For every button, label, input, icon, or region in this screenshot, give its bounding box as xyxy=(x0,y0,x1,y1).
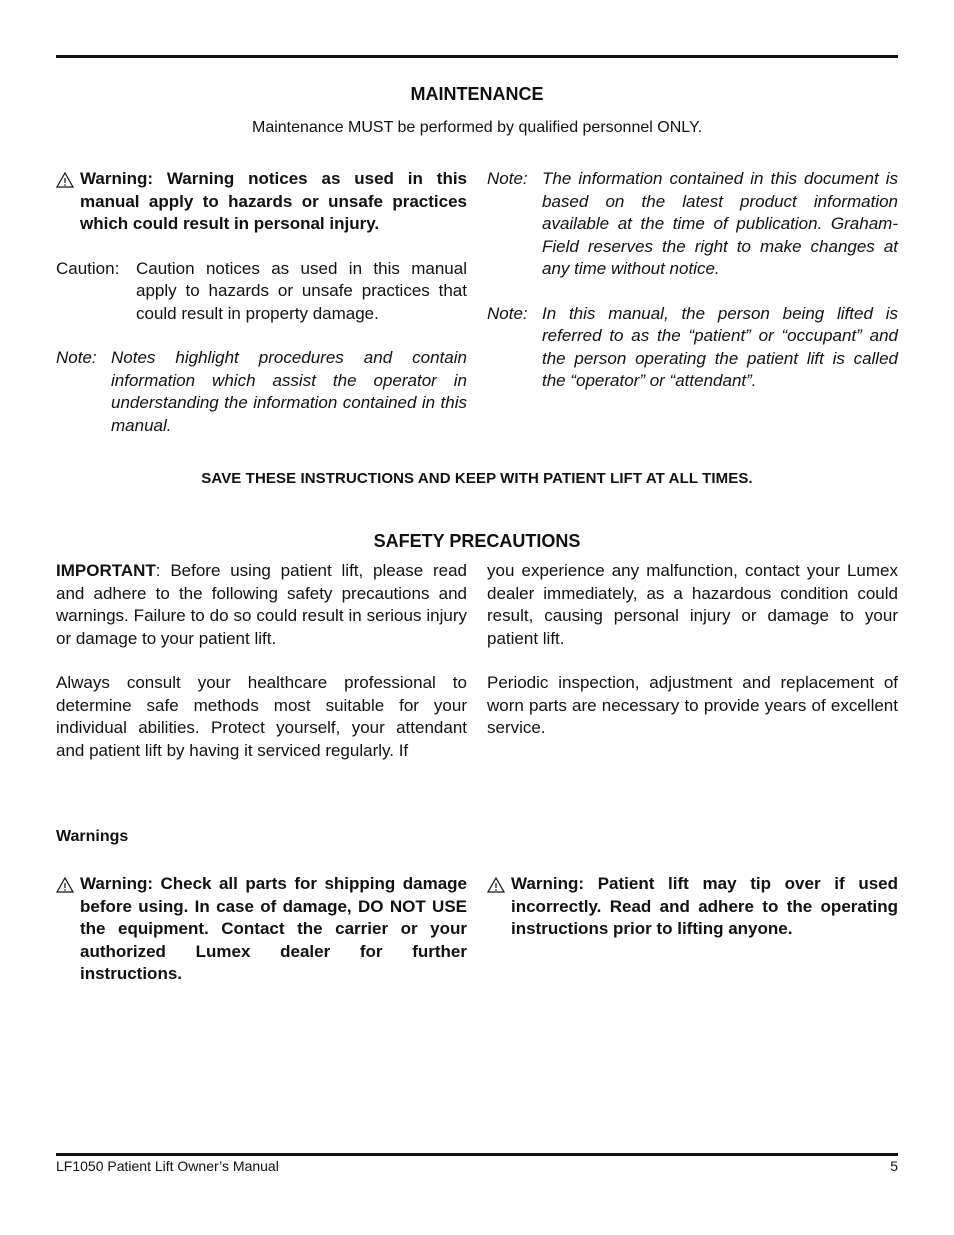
important-paragraph xyxy=(56,560,467,650)
note-label-1: Note: xyxy=(56,348,97,367)
maintenance-right-column xyxy=(487,168,898,393)
warning-shipping-text: Warning: Check all parts for shipping damage before using. In case of damage, DO NOT USE the equipment. Contact the carrier or your authorized Lumex dealer for further instructions. xyxy=(80,874,467,983)
note-text-1: Notes highlight procedures and contain information which assist the operator in understanding the information contained in this manual. xyxy=(111,348,467,435)
note-label-3: Note: xyxy=(487,303,528,323)
page-number: 5 xyxy=(890,1158,898,1174)
warning-shipping-block xyxy=(56,873,467,986)
warnings-left-column xyxy=(56,873,467,986)
maintenance-title: MAINTENANCE xyxy=(410,84,544,104)
important-label: IMPORTANT xyxy=(56,561,156,580)
note-label-2: Note: xyxy=(487,169,528,188)
caution-block xyxy=(56,258,467,326)
note-block-3 xyxy=(487,303,898,393)
warning-tip-block xyxy=(487,873,898,941)
safety-left-column xyxy=(56,560,467,762)
warning-notice-text: Warning: Warning notices as used in this manual apply to hazards or unsafe practices which could result in personal injury. xyxy=(80,169,467,233)
warning-triangle-icon xyxy=(56,168,80,188)
maintenance-left-column xyxy=(56,168,467,437)
safety-right-column xyxy=(487,560,898,740)
warning-tip-text: Warning: Patient lift may tip over if used incorrectly. Read and adhere to the operating instructions prior to lifting anyone. xyxy=(511,874,898,938)
footer-manual-title: LF1050 Patient Lift Owner’s Manual xyxy=(56,1158,279,1174)
warning-notice-block xyxy=(56,168,467,236)
maintenance-subtitle: Maintenance MUST be performed by qualified personnel ONLY. xyxy=(251,119,703,136)
top-rule xyxy=(56,55,898,58)
important-text: : Before using patient lift, please read and adhere to the following safety precautions and warnings. Failure to do so could result in serious injury or damage to your patient lift. xyxy=(56,561,467,648)
safety-title: SAFETY PRECAUTIONS xyxy=(373,531,581,551)
inspection-paragraph: Periodic inspection, adjustment and replacement of worn parts are necessary to provide years of excellent service. xyxy=(487,673,898,737)
warnings-heading: Warnings xyxy=(56,828,129,845)
warning-triangle-icon xyxy=(56,873,80,893)
bottom-rule xyxy=(56,1153,898,1156)
note-text-2: The information contained in this document is based on the latest product information available at the time of publication. Graham-Field reserves the right to make changes at any time without notice. xyxy=(542,169,898,278)
warnings-right-column xyxy=(487,873,898,941)
note-block-2 xyxy=(487,168,898,281)
warning-triangle-icon xyxy=(487,873,511,893)
note-block-1 xyxy=(56,347,467,437)
caution-label: Caution: xyxy=(56,258,120,278)
save-instructions: SAVE THESE INSTRUCTIONS AND KEEP WITH PATIENT LIFT AT ALL TIMES. xyxy=(201,470,753,487)
malfunction-paragraph: you experience any malfunction, contact your Lumex dealer immediately, as a hazardous condition could result, causing personal injury or damage to your patient lift. xyxy=(487,561,898,648)
consult-paragraph: Always consult your healthcare professional to determine safe methods most suitable for your individual abilities. Protect yourself, your attendant and patient lift by having it serviced regularly. If xyxy=(56,673,467,760)
caution-text: Caution notices as used in this manual apply to hazards or unsafe practices that could result in property damage. xyxy=(136,258,467,323)
note-text-3: In this manual, the person being lifted is referred to as the “patient” or “occupant” and the person operating the patient lift is called the “operator” or “attendant”. xyxy=(542,303,898,390)
